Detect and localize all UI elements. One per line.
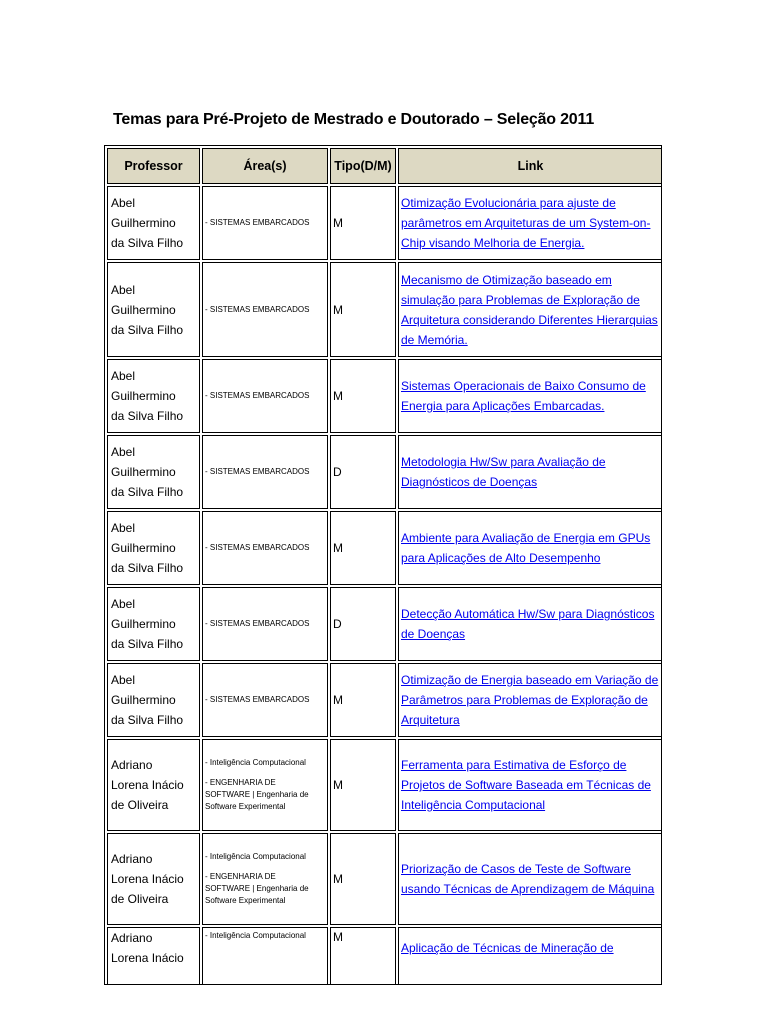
professor-name-line: da Silva Filho bbox=[111, 713, 184, 727]
header-area: Área(s) bbox=[202, 148, 328, 184]
area-cell bbox=[202, 833, 328, 925]
professor-name-line: Guilhermino bbox=[111, 465, 176, 479]
header-link: Link bbox=[398, 148, 662, 184]
link-cell bbox=[398, 739, 662, 831]
table-header-row bbox=[107, 148, 662, 184]
topic-link[interactable]: Mecanismo de Otimização baseado em simulação para Problemas de Exploração de Arquitetura considerando Diferentes Hierarquias de Memória. bbox=[401, 272, 658, 347]
professor-name-line: Lorena Inácio bbox=[111, 951, 184, 965]
professor-cell bbox=[107, 739, 200, 831]
link-cell bbox=[398, 359, 662, 433]
link-cell bbox=[398, 587, 662, 661]
professor-name-line: Abel bbox=[111, 597, 136, 611]
area-text-line: - Inteligência Computacional bbox=[205, 931, 306, 940]
area-text-line: SOFTWARE | Engenharia de bbox=[205, 790, 309, 799]
area-cell bbox=[202, 739, 328, 831]
topic-link[interactable]: Ambiente para Avaliação de Energia em GPUs para Aplicações de Alto Desempenho bbox=[401, 531, 651, 565]
header-professor: Professor bbox=[107, 148, 200, 184]
link-cell bbox=[398, 511, 662, 585]
link-cell bbox=[398, 186, 662, 260]
professor-name-line: Abel bbox=[111, 196, 136, 210]
topic-link[interactable]: Metodologia Hw/Sw para Avaliação de Diagnósticos de Doenças bbox=[401, 455, 606, 489]
professor-cell bbox=[107, 833, 200, 925]
tipo-cell: M bbox=[330, 663, 396, 737]
area-cell bbox=[202, 927, 328, 985]
professor-name-line: da Silva Filho bbox=[111, 322, 184, 337]
professor-name-line: da Silva Filho bbox=[111, 409, 184, 423]
tipo-cell: M bbox=[330, 186, 396, 260]
area-text-line: - SISTEMAS EMBARCADOS bbox=[205, 391, 310, 400]
table-row bbox=[107, 359, 662, 433]
professor-cell bbox=[107, 587, 200, 661]
professor-name-line: da Silva Filho bbox=[111, 236, 184, 250]
professor-cell bbox=[107, 435, 200, 509]
topics-table-container bbox=[104, 145, 662, 985]
professor-cell bbox=[107, 927, 200, 985]
area-cell bbox=[202, 186, 328, 260]
area-cell bbox=[202, 359, 328, 433]
area-text-line: SOFTWARE | Engenharia de bbox=[205, 884, 309, 893]
professor-name-line: Lorena Inácio bbox=[111, 872, 184, 886]
professor-name-line: da Silva Filho bbox=[111, 485, 184, 499]
professor-name-line: Abel bbox=[111, 445, 136, 459]
table-row bbox=[107, 739, 662, 831]
topics-table bbox=[105, 146, 662, 985]
professor-name-line: de Oliveira bbox=[111, 798, 169, 812]
link-cell bbox=[398, 927, 662, 985]
table-row bbox=[107, 663, 662, 737]
link-cell bbox=[398, 262, 662, 357]
link-cell bbox=[398, 663, 662, 737]
professor-name-line: Guilhermino bbox=[111, 693, 176, 707]
area-text-line: - SISTEMAS EMBARCADOS bbox=[205, 543, 310, 552]
table-row bbox=[107, 927, 662, 985]
professor-name-line: Adriano bbox=[111, 931, 153, 945]
area-text-line: - SISTEMAS EMBARCADOS bbox=[205, 304, 310, 314]
area-cell bbox=[202, 587, 328, 661]
professor-name-line: Guilhermino bbox=[111, 216, 176, 230]
header-tipo: Tipo(D/M) bbox=[330, 148, 396, 184]
professor-name-line: Abel bbox=[111, 521, 136, 535]
professor-name-line: Adriano bbox=[111, 758, 153, 772]
link-cell bbox=[398, 833, 662, 925]
professor-cell bbox=[107, 359, 200, 433]
topic-link[interactable]: Otimização Evolucionária para ajuste de parâmetros em Arquiteturas de um System-on-Chip visando Melhoria de Energia. bbox=[401, 196, 651, 250]
area-text-line: - SISTEMAS EMBARCADOS bbox=[205, 695, 310, 704]
table-row bbox=[107, 833, 662, 925]
professor-name-line: Guilhermino bbox=[111, 302, 176, 317]
area-text-line: Software Experimental bbox=[205, 896, 286, 905]
topic-link[interactable]: Aplicação de Técnicas de Mineração de bbox=[401, 941, 614, 955]
tipo-cell: M bbox=[330, 511, 396, 585]
professor-name-line: de Oliveira bbox=[111, 892, 169, 906]
professor-name-line: Guilhermino bbox=[111, 541, 176, 555]
area-text-line: - SISTEMAS EMBARCADOS bbox=[205, 467, 310, 476]
table-row bbox=[107, 262, 662, 357]
area-text-line: Software Experimental bbox=[205, 802, 286, 811]
professor-name-line: Lorena Inácio bbox=[111, 778, 184, 792]
professor-cell bbox=[107, 262, 200, 357]
professor-cell bbox=[107, 186, 200, 260]
area-cell bbox=[202, 663, 328, 737]
professor-name-line: Guilhermino bbox=[111, 617, 176, 631]
area-text-line: - ENGENHARIA DE bbox=[205, 778, 276, 787]
area-text-line: - Inteligência Computacional bbox=[205, 852, 306, 861]
area-text-line: - SISTEMAS EMBARCADOS bbox=[205, 218, 310, 227]
professor-name-line: Guilhermino bbox=[111, 389, 176, 403]
area-text-line: - SISTEMAS EMBARCADOS bbox=[205, 619, 310, 628]
table-row bbox=[107, 511, 662, 585]
topic-link[interactable]: Detecção Automática Hw/Sw para Diagnósticos de Doenças bbox=[401, 607, 655, 641]
area-spacer bbox=[205, 769, 325, 777]
area-text-line: - ENGENHARIA DE bbox=[205, 872, 276, 881]
table-row bbox=[107, 186, 662, 260]
professor-cell bbox=[107, 663, 200, 737]
tipo-cell: M bbox=[330, 833, 396, 925]
tipo-cell: D bbox=[330, 587, 396, 661]
topic-link[interactable]: Otimização de Energia baseado em Variação de Parâmetros para Problemas de Exploração de Arquitetura bbox=[401, 673, 659, 727]
area-cell bbox=[202, 511, 328, 585]
professor-cell bbox=[107, 511, 200, 585]
professor-name-line: da Silva Filho bbox=[111, 637, 184, 651]
tipo-cell: M bbox=[330, 739, 396, 831]
link-cell bbox=[398, 435, 662, 509]
tipo-cell: M bbox=[330, 262, 396, 357]
area-spacer bbox=[205, 863, 325, 871]
topic-link[interactable]: Ferramenta para Estimativa de Esforço de Projetos de Software Baseada em Técnicas de Inteligência Computacional bbox=[401, 758, 651, 812]
professor-name-line: Abel bbox=[111, 673, 136, 687]
professor-name-line: Abel bbox=[111, 369, 136, 383]
topic-link[interactable]: Priorização de Casos de Teste de Software usando Técnicas de Aprendizagem de Máquina bbox=[401, 862, 655, 896]
tipo-cell: D bbox=[330, 435, 396, 509]
tipo-cell: M bbox=[330, 927, 396, 985]
table-row bbox=[107, 435, 662, 509]
table-row bbox=[107, 587, 662, 661]
area-text-line: - Inteligência Computacional bbox=[205, 758, 306, 767]
professor-name-line: Abel bbox=[111, 282, 136, 297]
area-cell bbox=[202, 262, 328, 357]
professor-name-line: Adriano bbox=[111, 852, 153, 866]
table-body bbox=[107, 186, 662, 985]
page-title: Temas para Pré-Projeto de Mestrado e Doutorado – Seleção 2011 bbox=[113, 111, 595, 128]
professor-name-line: da Silva Filho bbox=[111, 561, 184, 575]
area-cell bbox=[202, 435, 328, 509]
tipo-cell: M bbox=[330, 359, 396, 433]
topic-link[interactable]: Sistemas Operacionais de Baixo Consumo de Energia para Aplicações Embarcadas. bbox=[401, 379, 646, 413]
